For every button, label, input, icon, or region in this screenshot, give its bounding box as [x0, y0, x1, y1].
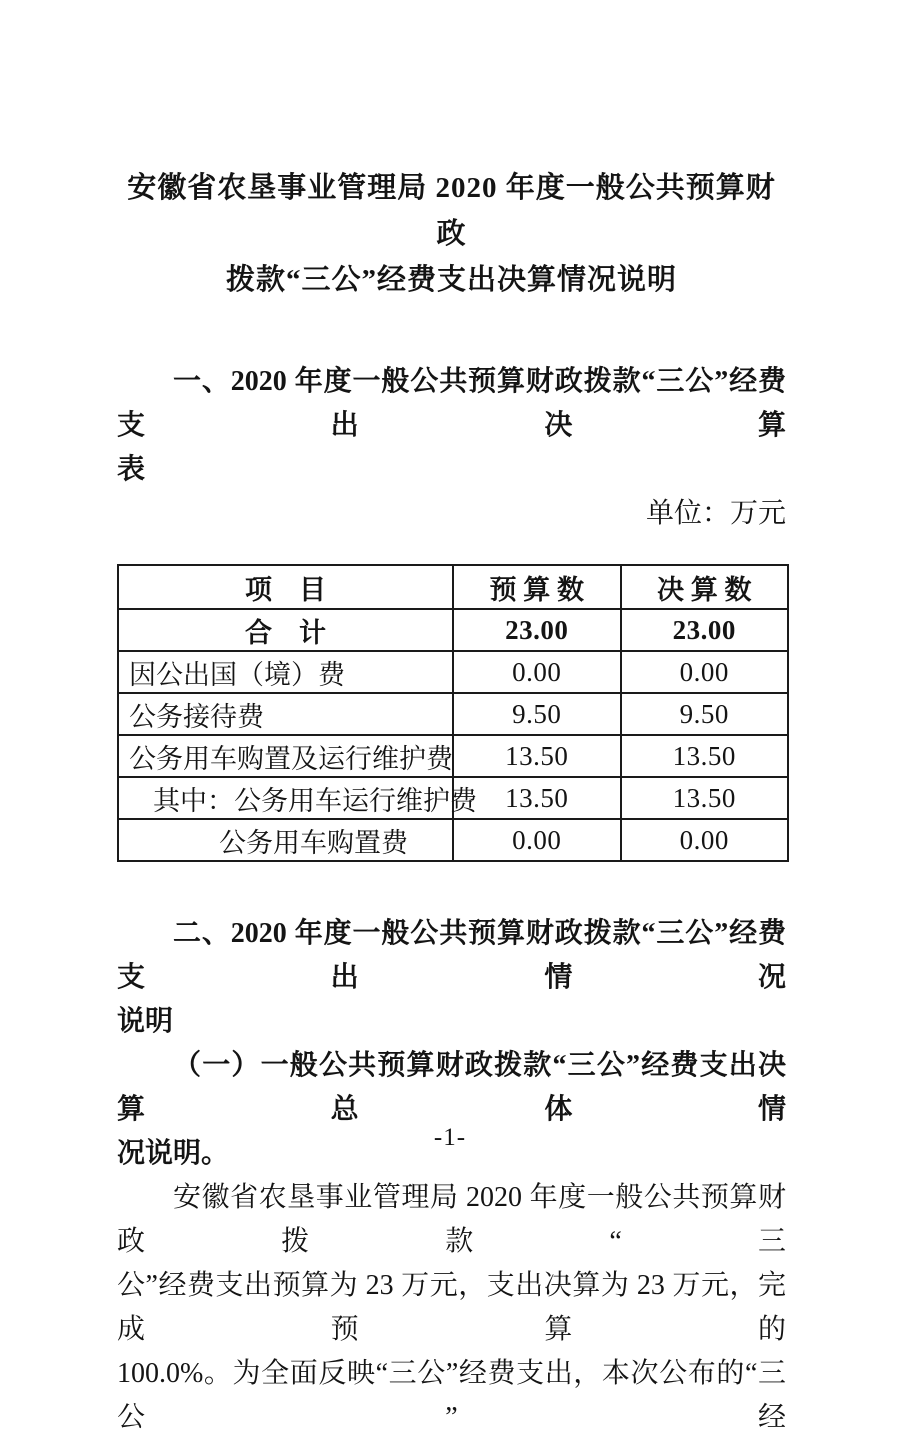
budget-cell: 0.00: [453, 819, 621, 861]
item-cell: 合 计: [118, 609, 453, 651]
final-cell: 13.50: [621, 735, 789, 777]
table-row-total: [118, 609, 788, 651]
header-budget: 预 算 数: [453, 565, 621, 609]
header-item: 项 目: [118, 565, 453, 609]
section-1-heading: [117, 360, 786, 492]
table-row-reception: [118, 693, 788, 735]
section-2-sub1-line2: 况说明。: [117, 1138, 230, 1169]
unit-label: 单位：万元: [645, 498, 786, 529]
budget-cell: 13.50: [453, 735, 621, 777]
item-cell: 公务用车购置费: [118, 819, 453, 861]
sangong-expense-table: [117, 564, 789, 862]
item-cell: 因公出国（境）费: [118, 651, 453, 693]
doc-title-line2: 拨款“三公”经费支出决算情况说明: [225, 264, 677, 296]
section-2-para-line3: 100.0%。为全面反映“三公”经费支出，本次公布的“三公”经: [117, 1358, 786, 1433]
table-row-vehicle-maintenance: [118, 777, 788, 819]
final-cell: 9.50: [621, 693, 789, 735]
section-2-sub1-line1: （一）一般公共预算财政拨款“三公”经费支出决算总体情: [117, 1050, 786, 1125]
section-2-para-line2: 公”经费支出预算为 23 万元，支出决算为 23 万元，完成预算的: [117, 1270, 786, 1345]
budget-cell: 23.00: [453, 609, 621, 651]
table-header-row: [118, 565, 788, 609]
section-1-heading-line2: 表: [117, 454, 146, 485]
section-1-heading-line1: 一、2020 年度一般公共预算财政拨款“三公”经费支出决算: [117, 366, 786, 441]
item-cell: 其中：公务用车运行维护费: [118, 777, 453, 819]
item-cell: 公务用车购置及运行维护费: [118, 735, 453, 777]
section-2: [117, 912, 786, 1440]
final-cell: 0.00: [621, 819, 789, 861]
page-number: -1-: [433, 1124, 467, 1151]
final-cell: 0.00: [621, 651, 789, 693]
table-row-vehicle-total: [118, 735, 788, 777]
budget-cell: 13.50: [453, 777, 621, 819]
final-cell: 13.50: [621, 777, 789, 819]
section-2-para-line1: 安徽省农垦事业管理局 2020 年度一般公共预算财政拨款“三: [117, 1182, 786, 1257]
final-cell: 23.00: [621, 609, 789, 651]
item-cell: 公务接待费: [118, 693, 453, 735]
budget-cell: 0.00: [453, 651, 621, 693]
doc-title-line1: 安徽省农垦事业管理局 2020 年度一般公共预算财政: [127, 172, 776, 250]
section-2-heading-line1: 二、2020 年度一般公共预算财政拨款“三公”经费支出情况: [117, 918, 786, 993]
header-final: 决 算 数: [621, 565, 789, 609]
table-row-abroad: [118, 651, 788, 693]
table-row-vehicle-purchase: [118, 819, 788, 861]
budget-cell: 9.50: [453, 693, 621, 735]
section-2-heading-line2: 说明: [117, 1006, 174, 1037]
